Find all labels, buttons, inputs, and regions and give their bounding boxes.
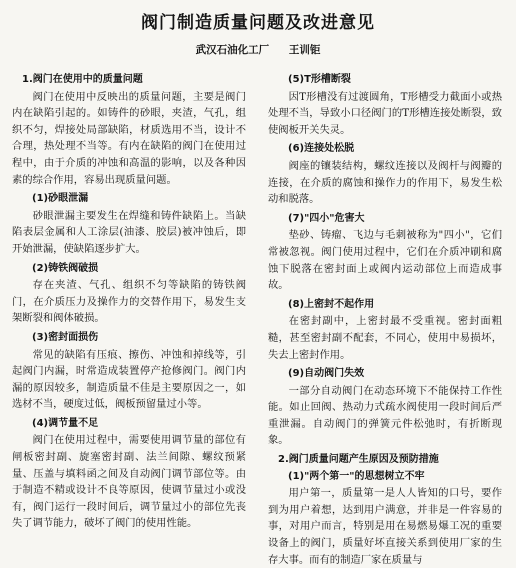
section-heading: 2.阀门质量问题产生原因及预防措施: [278, 454, 439, 466]
author-name: 王训钜: [288, 44, 321, 56]
subsection-heading: (8)上密封不起作用: [288, 298, 375, 310]
paragraph: 垫砂、铸瘤、飞边与毛刺被称为"四小"，它们常被忽视。阀门使用过程中，它们在介质冲刷和腐蚀下脱落在密封面上或阀内运动部位上而造成事故。: [268, 229, 502, 292]
paragraph: 阀座的镶装结构，螺纹连接以及阀杆与阀瓣的连接，在介质的腐蚀和操作力的作用下，易发生松动和脱落。: [268, 159, 502, 206]
paragraph: 在密封副中，上密封最不受重视。密封面粗糙，甚至密封副不配套，不同心，使用中易损坏，失去上密封作用。: [268, 315, 502, 361]
paragraph: 阀门在使用中反映出的质量问题，主要是阀门内在缺陷引起的。如铸件的砂眼，夹渣，气孔，组织不匀，焊接处局部缺陷，材质选用不当，设计不合理，热处理不当等。有内在缺陷的阀门在使用过程中，由于介质的冲蚀和高温的影响，以及各种因素的综合作用，容易出现质量问题。: [12, 90, 246, 186]
right-column: [268, 72, 502, 568]
author-line: [0, 42, 516, 57]
subsection-heading: (2)铸铁阀破损: [32, 262, 99, 274]
author-organization: 武汉石油化工厂: [195, 44, 270, 56]
paragraph: 砂眼泄漏主要发生在焊缝和铸件缺陷上。当缺陷表层金属和人工涂层(油漆、胶层)被冲蚀后，即开始泄漏，使缺陷逐步扩大。: [12, 209, 246, 255]
paragraph: 常见的缺陷有压痕、擦伤、冲蚀和掉线等，引起阀门内漏，时常造成装置停产抢修阀门。阀门内漏的原因较多，制造质量不佳是主要原因之一，如选材不当，硬度过低，阀板预留量过小等。: [12, 348, 246, 411]
paragraph: 一部分自动阀门在动态环境下不能保持工作性能。如止回阀、热动力式疏水阀使用一段时间后严重泄漏。自动阀门的弹簧元件松弛时，有折断现象。: [268, 384, 502, 447]
subsection-heading: (7)"四小"危害大: [288, 212, 365, 224]
subsection-heading: (4)调节量不足: [32, 417, 99, 429]
article-title: 阀门制造质量问题及改进意见: [141, 13, 375, 33]
paragraph: 用户第一，质量第一是人人皆知的口号，要作到为用户着想，达到用户满意，并非是一件容易的事，对用户而言，特别是用在易燃易爆工况的重要设备上的阀门，质量好坏直接关系到使用厂家的生存大事。而有的制造厂家在质量与: [268, 487, 502, 566]
subsection-heading: (1)"两个第一"的思想树立不牢: [288, 470, 425, 482]
paragraph: 因T形槽没有过渡圆角，T形槽受力截面小或热处理不当，导致小口径阀门的T形槽连接处断裂，致使阀板开关失灵。: [268, 90, 502, 136]
subsection-heading: (5)T形槽断裂: [288, 74, 351, 85]
subsection-heading: (9)自动阀门失效: [288, 368, 365, 380]
subsection-heading: (6)连接处松脱: [288, 143, 355, 155]
subsection-heading: (1)砂眼泄漏: [32, 193, 89, 205]
paragraph: 存在夹渣、气孔、组织不匀等缺陷的铸铁阀门，在介质压力及操作力的交替作用下，易发生支架断裂和阀体破损。: [12, 279, 246, 325]
section-heading: 1.阀门在使用中的质量问题: [22, 74, 143, 85]
left-column: [12, 72, 246, 532]
subsection-heading: (3)密封面损伤: [32, 331, 99, 343]
paragraph: 阀门在使用过程中，需要使用调节量的部位有闸板密封副、旋塞密封副、法兰间隙、螺纹预紧量、压盖与填料函之间及自动阀门调节部位等。由于制造不精或设计不良等原因，使调节量过小或没有，阀门运行一段时间后，调节量过小的部位先丧失了调节能力，破坏了阀门的使用性能。: [12, 434, 246, 530]
